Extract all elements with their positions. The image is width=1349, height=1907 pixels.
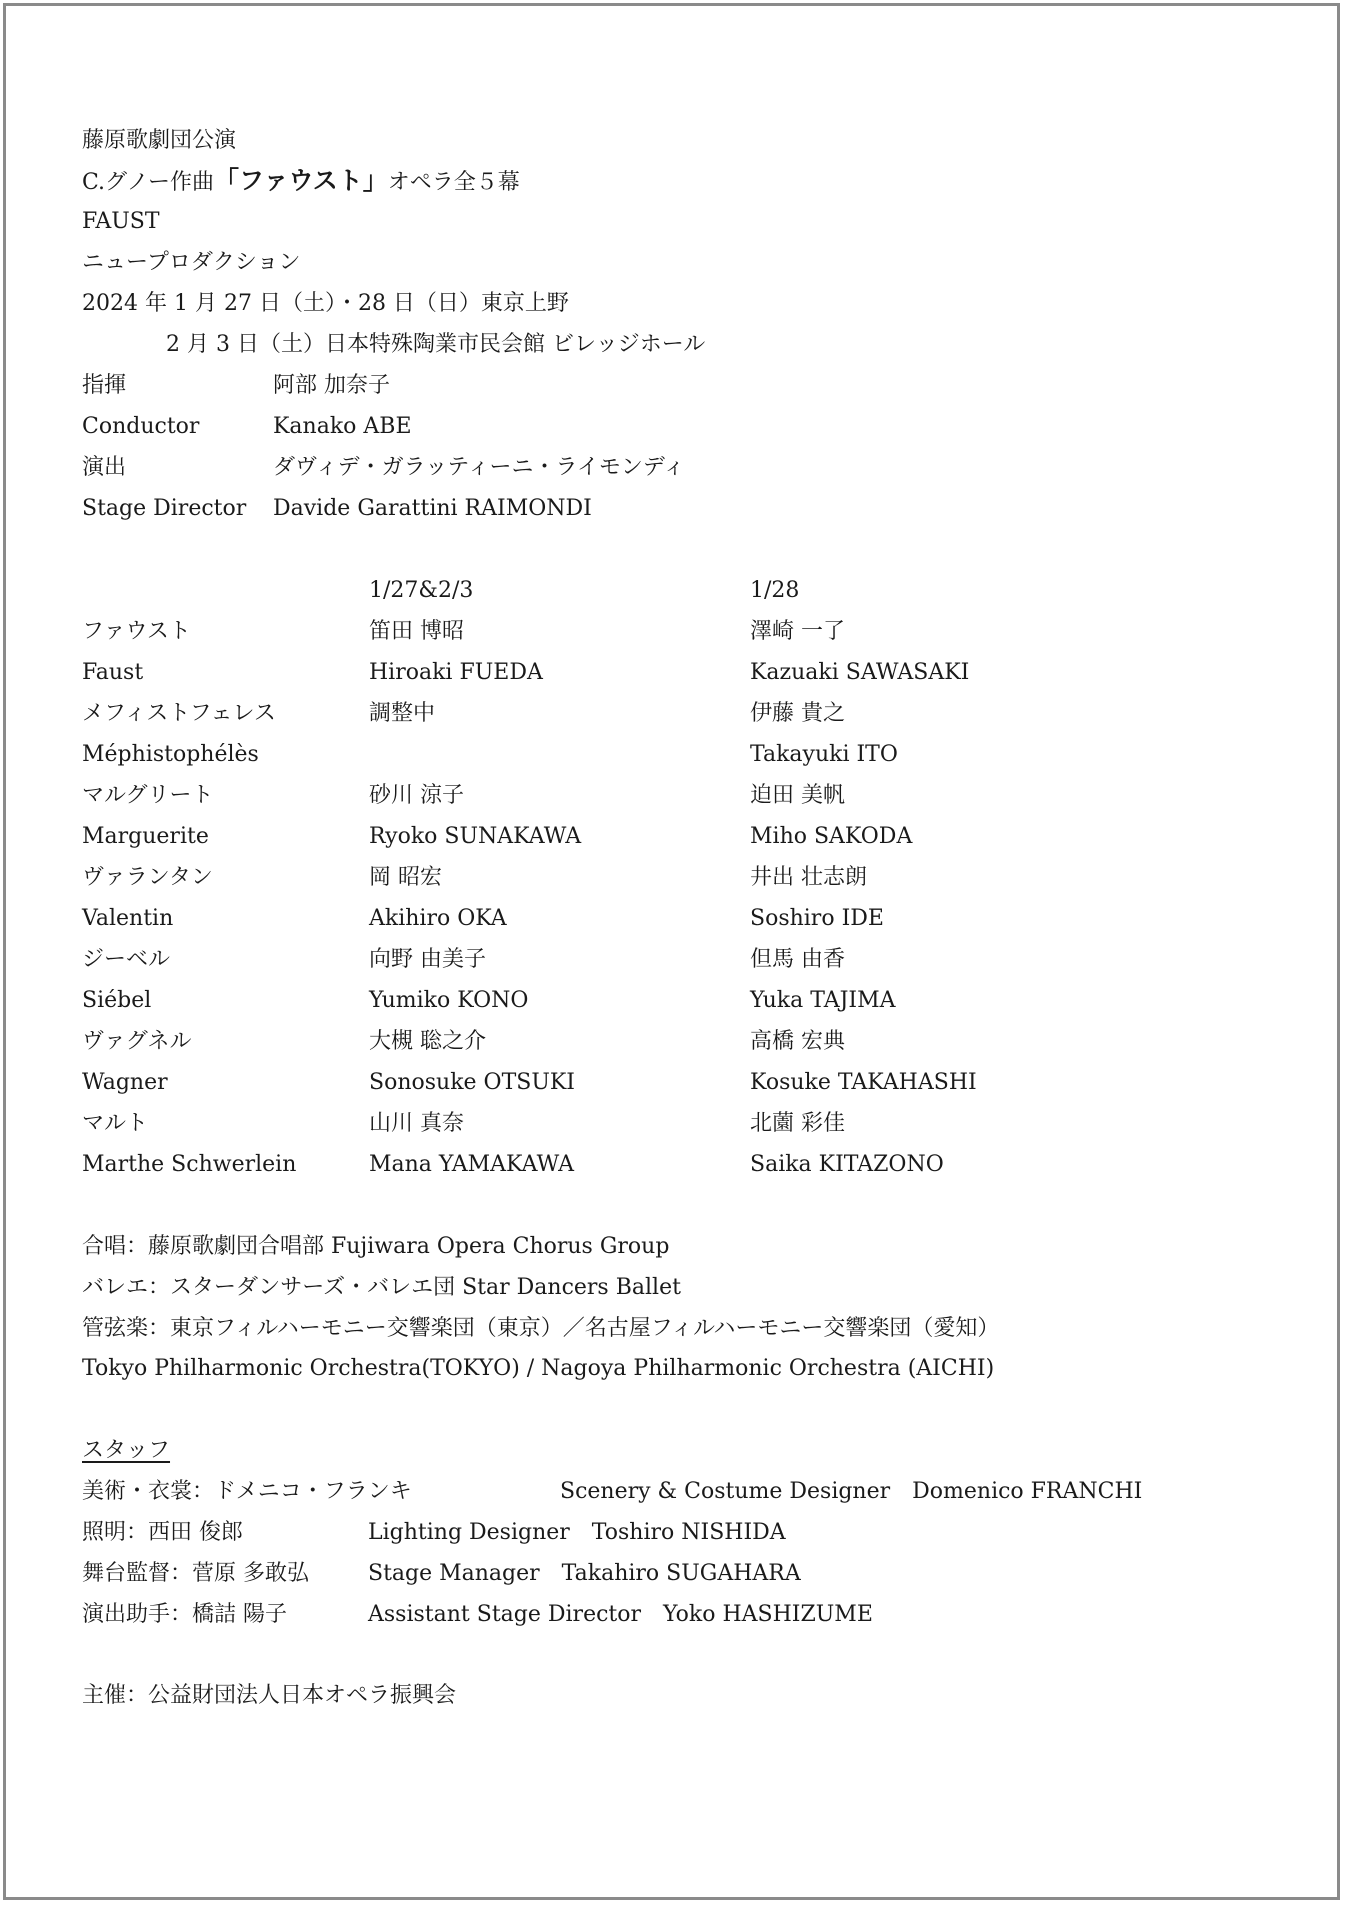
cast-role: Valentin bbox=[82, 906, 174, 931]
credit-name: Kanako ABE bbox=[273, 414, 412, 439]
cast-singer-a: 調整中 bbox=[369, 701, 436, 726]
cast-role: Marguerite bbox=[82, 824, 209, 849]
cast-singer-a: 砂川 涼子 bbox=[369, 783, 464, 808]
cast-role: ジーベル bbox=[82, 947, 171, 972]
cast-singer-b: 井出 壮志朗 bbox=[750, 865, 867, 890]
cast-role: ファウスト bbox=[82, 619, 191, 644]
cast-role: Méphistophélès bbox=[82, 742, 259, 767]
date-line-1: 2024 年 1 月 27 日（土）・28 日（日）東京上野 bbox=[82, 291, 569, 316]
cast-singer-b: 伊藤 貴之 bbox=[750, 701, 845, 726]
ensemble-orchestra-jp: 管弦楽：東京フィルハーモニー交響楽団（東京）／名古屋フィルハーモニー交響楽団（愛知） bbox=[82, 1316, 1000, 1341]
cast-singer-b: Soshiro IDE bbox=[750, 906, 884, 931]
cast-singer-a: 大槻 聡之介 bbox=[369, 1029, 486, 1054]
cast-singer-b: 高橋 宏典 bbox=[750, 1029, 845, 1054]
cast-date-a: 1/27&2/3 bbox=[369, 578, 474, 603]
credit-role: 指揮 bbox=[82, 373, 127, 398]
cast-singer-b: Saika KITAZONO bbox=[750, 1152, 944, 1177]
cast-singer-b: Kazuaki SAWASAKI bbox=[750, 660, 970, 685]
cast-role: メフィストフェレス bbox=[82, 701, 276, 726]
cast-singer-a: 笛田 博昭 bbox=[369, 619, 464, 644]
cast-role: マルト bbox=[82, 1111, 149, 1136]
title-suffix: オペラ全５幕 bbox=[387, 170, 520, 195]
company-line: 藤原歌劇団公演 bbox=[82, 128, 237, 153]
cast-singer-a: Yumiko KONO bbox=[369, 988, 529, 1013]
ensemble-ballet: バレエ：スターダンサーズ・バレエ団 Star Dancers Ballet bbox=[82, 1275, 681, 1300]
credit-role: Conductor bbox=[82, 414, 200, 439]
cast-singer-a: Ryoko SUNAKAWA bbox=[369, 824, 582, 849]
organizer: 主催：公益財団法人日本オペラ振興会 bbox=[82, 1683, 457, 1708]
credit-name: Davide Garattini RAIMONDI bbox=[273, 496, 592, 521]
staff-jp: 演出助手：橋詰 陽子 bbox=[82, 1602, 287, 1627]
cast-role: Faust bbox=[82, 660, 144, 685]
credit-role: 演出 bbox=[82, 455, 127, 480]
ensemble-orchestra-en: Tokyo Philharmonic Orchestra(TOKYO) / Nagoya Philharmonic Orchestra (AICHI) bbox=[82, 1356, 995, 1381]
title-prefix: C.グノー作曲 bbox=[82, 170, 214, 195]
date-line-2: 2 月 3 日（土）日本特殊陶業市民会館 ビレッジホール bbox=[166, 332, 706, 357]
cast-singer-b: Miho SAKODA bbox=[750, 824, 913, 849]
title-main: 「ファウスト」 bbox=[213, 166, 388, 195]
cast-singer-a: Sonosuke OTSUKI bbox=[369, 1070, 575, 1095]
cast-role: Siébel bbox=[82, 988, 152, 1013]
cast-singer-b: 迫田 美帆 bbox=[750, 783, 845, 808]
staff-jp: 美術・衣裳：ドメニコ・フランキ bbox=[82, 1479, 412, 1504]
staff-heading: スタッフ bbox=[82, 1438, 171, 1463]
ensemble-chorus: 合唱：藤原歌劇団合唱部 Fujiwara Opera Chorus Group bbox=[82, 1234, 670, 1259]
cast-singer-b: Yuka TAJIMA bbox=[750, 988, 896, 1013]
cast-singer-a: 山川 真奈 bbox=[369, 1111, 464, 1136]
cast-role: マルグリート bbox=[82, 783, 214, 808]
credit-role: Stage Director bbox=[82, 496, 247, 521]
title-en: FAUST bbox=[82, 209, 160, 234]
cast-role: Marthe Schwerlein bbox=[82, 1152, 297, 1177]
cast-role: ヴァランタン bbox=[82, 865, 213, 890]
credit-name: 阿部 加奈子 bbox=[273, 373, 390, 398]
cast-singer-b: Kosuke TAKAHASHI bbox=[750, 1070, 977, 1095]
staff-jp: 舞台監督：菅原 多敢弘 bbox=[82, 1561, 309, 1586]
staff-en: Stage Manager Takahiro SUGAHARA bbox=[368, 1561, 801, 1586]
staff-en: Assistant Stage Director Yoko HASHIZUME bbox=[368, 1602, 873, 1627]
staff-jp: 照明：西田 俊郎 bbox=[82, 1520, 243, 1545]
cast-singer-a: 岡 昭宏 bbox=[369, 865, 442, 890]
title-line bbox=[82, 167, 520, 197]
cast-singer-a: Mana YAMAKAWA bbox=[369, 1152, 574, 1177]
cast-singer-a: Hiroaki FUEDA bbox=[369, 660, 543, 685]
cast-date-b: 1/28 bbox=[750, 578, 800, 603]
cast-singer-b: 但馬 由香 bbox=[750, 947, 845, 972]
cast-singer-a: Akihiro OKA bbox=[369, 906, 507, 931]
credit-name: ダヴィデ・ガラッティーニ・ライモンディ bbox=[273, 455, 686, 480]
cast-singer-b: 北薗 彩佳 bbox=[750, 1111, 845, 1136]
cast-singer-a: 向野 由美子 bbox=[369, 947, 486, 972]
cast-role: Wagner bbox=[82, 1070, 168, 1095]
staff-en: Lighting Designer Toshiro NISHIDA bbox=[368, 1520, 786, 1545]
staff-en: Scenery & Costume Designer Domenico FRANCHI bbox=[560, 1479, 1143, 1504]
cast-singer-b: Takayuki ITO bbox=[750, 742, 898, 767]
production-note: ニュープロダクション bbox=[82, 250, 301, 275]
cast-role: ヴァグネル bbox=[82, 1029, 192, 1054]
cast-singer-b: 澤崎 一了 bbox=[750, 619, 845, 644]
